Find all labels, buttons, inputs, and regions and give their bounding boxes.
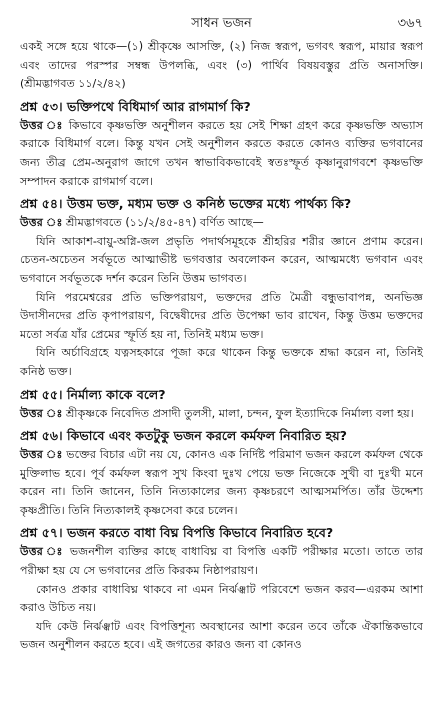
page-header: [20, 8, 423, 38]
answer-label: উত্তর ঃ: [20, 545, 65, 559]
question-54: প্রশ্ন ৫৪। উত্তম ভক্ত, মধ্যম ভক্ত ও কনিষ্ঠ ভক্তের মধ্যে পার্থক্য কি?: [20, 196, 352, 212]
answer-label: উত্তর ঃ: [20, 118, 64, 132]
answer-54-extra-1: যিনি আকাশ-বায়ু-অগ্নি-জল প্রভৃতি পদার্থসমূহকে শ্রীহরির শরীর জ্ঞানে প্রণাম করেন। চেতন-অচেতন সর্বভূতে আত্মাভীষ্ট ভগবত্তার অবলোকন করেন, আত্মমধ্যে ভগবান এবং ভগবানে সর্বভূতকে দর্শন করেন তিনি উত্তম ভাগবত।: [20, 234, 423, 285]
answer-label: উত্তর ঃ: [20, 406, 63, 420]
running-title: সাধন ভজন: [191, 16, 252, 31]
answer-56: [20, 446, 423, 520]
intro-paragraph: [20, 38, 423, 94]
answer-label: উত্তর ঃ: [20, 448, 63, 462]
question-55: প্রশ্ন ৫৫। নির্মাল্য কাকে বলে?: [20, 386, 166, 402]
answer-text: ভজনশীল ব্যক্তির কাছে বাধাবিঘ্ন বা বিপত্তি একটি পরীক্ষার মতো। তাতে তার পরীক্ষা হয় যে সে ভগবানের প্রতি কিরকম নিষ্ঠাপরায়ণ।: [20, 545, 423, 578]
intro-reference: (শ্রীমদ্ভাগবত ১১/২/৪২): [20, 77, 126, 91]
answer-54-extra-2: যিনি পরমেশ্বরের প্রতি ভক্তিপরায়ণ, ভক্তদের প্রতি মৈত্রী বন্ধুভাবাপন্ন, অনভিজ্ঞ উদাসীনদের প্রতি কৃপাপরায়ণ, বিদ্বেষীদের প্রতি উপেক্ষা ভাব রাখেন, কিন্তু উত্তম ভক্তদের মতো সর্বত্র যাঁর প্রেমের স্ফূর্তি হয় না, তিনিই মধ্যম ভক্ত।: [20, 290, 423, 341]
answer-text: কিভাবে কৃষ্ণভক্তি অনুশীলন করতে হয় সেই শিক্ষা গ্রহণ করে কৃষ্ণভক্তি অভ্যাস করাকে বিধিমার্গ বলে। কিন্তু যখন সেই অনুশীলন করতে করতে কোনও ব্যক্তির ভগবানের জন্য তীব্র প্রেম-অনুরাগ জাগে তখন স্বাভাবিকভাবেই স্বতঃস্ফূর্ত কৃষ্ণানুরাগবশে কৃষ্ণভক্তি সম্পাদন করাকে রাগমার্গ বলে।: [20, 118, 423, 188]
answer-55: [20, 405, 423, 424]
answer-53: [20, 117, 423, 191]
answer-text: ভক্তের বিচার এটা নয় যে, কোনও এক নির্দিষ্ট পরিমাণ ভজন করলে কর্মফল থেকে মুক্তিলাভ হবে। পূর্ব কর্মফল স্বরূপ সুখ কিংবা দুঃখ পেয়ে ভক্ত নিজেকে সুখী বা দুঃখী মনে করেন না। তিনি জানেন, তিনি নিত্যকালের জন্য কৃষ্ণচরণে আত্মসমর্পিত। তাঁর উদ্দেশ্য কৃষ্ণপ্রীতি। তিনি নিত্যকালই কৃষ্ণসেবা করে চলেন।: [20, 448, 423, 517]
answer-54-extra-3: যিনি অর্চাবিগ্রহে যত্নসহকারে পূজা করে থাকেন কিন্তু ভক্তকে শ্রদ্ধা করেন না, তিনিই কনিষ্ঠ ভক্ত।: [20, 346, 423, 378]
answer-57: [20, 543, 423, 580]
page-body: [20, 38, 423, 655]
answer-57-extra-1: কোনও প্রকার বাধাবিঘ্ন থাকবে না এমন নির্ঝঞ্ঝাট পরিবেশে ভজন করব—এরকম আশা করাও উচিত নয়।: [20, 582, 423, 615]
intro-text: একই সঙ্গে হয়ে থাকে—(১) শ্রীকৃষ্ণে আসক্তি, (২) নিজ স্বরূপ, ভগবৎ স্বরূপ, মায়ার স্বরূপ এবং তাদের পরস্পর সম্বন্ধ উপলব্ধি, এবং (৩) পার্থিব বিষয়বস্তুর প্রতি অনাসক্তি।: [20, 40, 423, 72]
answer-57-extra-2: যদি কেউ নির্ঝঞ্ঝাট এবং বিপত্তিশূন্য অবস্থানের আশা করেন তবে তাঁকে ঐকান্তিকভাবে ভজন অনুশীলন করতে হবে। এই জগতের কারও জন্য বা কোনও: [20, 619, 423, 652]
answer-54: [20, 214, 423, 233]
question-53: প্রশ্ন ৫৩। ভক্তিপথে বিধিমার্গ আর রাগমার্গ কি?: [20, 98, 251, 114]
answer-text: শ্রীকৃষ্ণকে নিবেদিত প্রসাদী তুলসী, মালা, চন্দন, ফুল ইত্যাদিকে নির্মাল্য বলা হয়।: [65, 406, 414, 420]
question-57: প্রশ্ন ৫৭। ভজন করতে বাধা বিঘ্ন বিপত্তি কিভাবে নিবারিত হবে?: [20, 525, 334, 541]
answer-label: উত্তর ঃ: [20, 216, 63, 230]
page-number: ৩৬৭: [397, 16, 423, 31]
question-56: প্রশ্ন ৫৬। কিভাবে এবং কতটুকু ভজন করলে কর্মফল নিবারিত হয়?: [20, 428, 347, 444]
answer-text: শ্রীমদ্ভাগবতে (১১/২/৪৫-৪৭) বর্ণিত আছে—: [65, 216, 264, 230]
